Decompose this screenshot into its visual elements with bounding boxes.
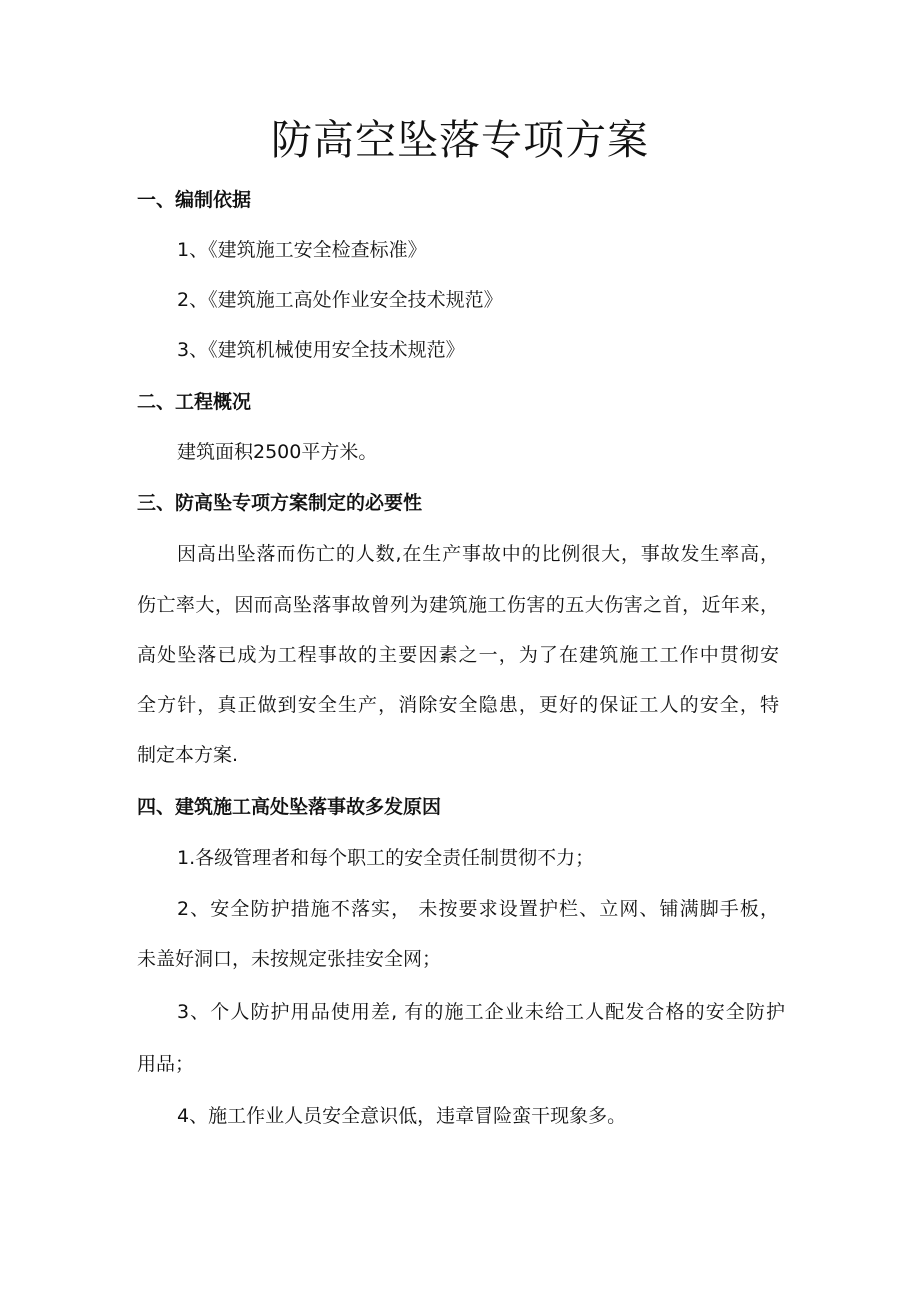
necessity-paragraph-line-3: 高处坠落已成为工程事故的主要因素之一，为了在建筑施工工作中贯彻安 [137, 644, 779, 666]
necessity-paragraph-line-2: 伤亡率大，因而高坠落事故曾列为建筑施工伤害的五大伤害之首，近年来， [137, 594, 779, 616]
necessity-paragraph-line-1: 因高出坠落而伤亡的人数,在生产事故中的比例很大，事故发生率高， [177, 543, 779, 565]
overview-text: 建筑面积2500平方米。 [177, 441, 378, 463]
basis-item-1: 1、《建筑施工安全检查标准》 [177, 239, 427, 261]
section-heading-necessity: 三、防高坠专项方案制定的必要性 [137, 492, 423, 514]
cause-item-4: 4、施工作业人员安全意识低，违章冒险蛮干现象多。 [177, 1105, 627, 1127]
cause-item-3-line-1: 3、个人防护用品使用差, 有的施工企业未给工人配发合格的安全防护 [177, 1001, 785, 1023]
cause-item-1: 1.各级管理者和每个职工的安全责任制贯彻不力； [177, 847, 595, 869]
necessity-paragraph-line-4: 全方针，真正做到安全生产，消除安全隐患，更好的保证工人的安全，特 [137, 694, 779, 716]
page-title: 防高空坠落专项方案 [271, 116, 649, 164]
basis-item-3: 3、《建筑机械使用安全技术规范》 [177, 339, 465, 361]
section-heading-causes: 四、建筑施工高处坠落事故多发原因 [137, 796, 442, 818]
cause-item-2-line-2: 未盖好洞口，未按规定张挂安全网； [137, 948, 442, 970]
section-heading-overview: 二、工程概况 [137, 391, 252, 413]
section-heading-basis: 一、编制依据 [137, 189, 252, 211]
cause-item-3-line-2: 用品； [137, 1053, 195, 1075]
cause-item-2-line-1: 2、安全防护措施不落实， 未按要求设置护栏、立网、铺满脚手板， [177, 898, 779, 920]
basis-item-2: 2、《建筑施工高处作业安全技术规范》 [177, 289, 503, 311]
necessity-paragraph-line-5: 制定本方案. [137, 744, 239, 766]
